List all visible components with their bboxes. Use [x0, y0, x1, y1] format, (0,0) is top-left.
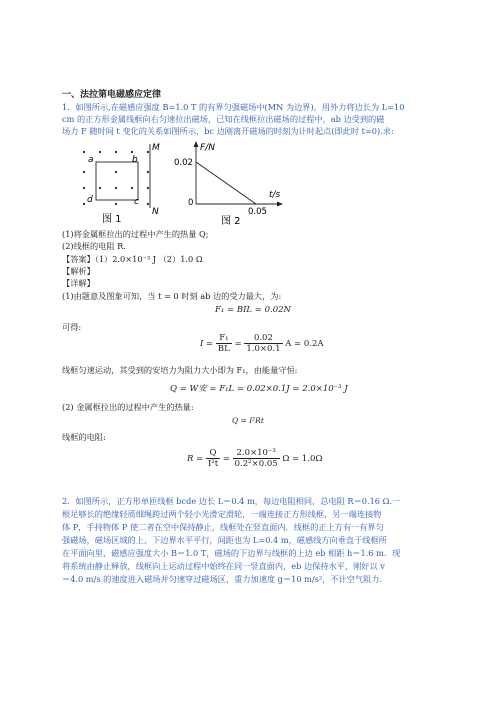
square-frame — [96, 162, 138, 200]
q1-line-1: 1．如图所示,在磁感应强度 B=1.0 T 的有界匀强磁场中(MN 为边界)，用外力将边长为 L=10 — [62, 102, 405, 112]
equation-4: Q = I²Rt — [232, 416, 264, 425]
q1-line-3: 场力 F 随时间 t 变化的关系如图所示，bc 边刚离开磁场的时刻为计时起点(即此时 t=0).求: — [62, 126, 394, 136]
figure-2-caption: 图 2 — [221, 216, 241, 227]
q1-solution-3: 线框匀速运动，其受到的安培力为阻力大小即为 F₁，由能量守恒: — [62, 365, 298, 375]
q1-answer: 【答案】（1）2.0×10⁻³ J （2）1.0 Ω — [62, 254, 203, 264]
label-b: b — [132, 155, 138, 165]
label-d: d — [87, 195, 93, 205]
q1-line-2: cm 的正方形金属线框向右匀速拉出磁场，已知在线框拉出磁场的过程中，ab 边受到的磁 — [62, 114, 385, 124]
y-axis-label: F/N — [200, 143, 215, 153]
q2-line-5: 在平面向里，磁感应强度大小 B＝1.0 T，磁场的下边界与线框的上边 eb 相距 h＝1.6 m．现 — [62, 548, 401, 558]
label-a: a — [88, 155, 94, 165]
label-c: c — [134, 197, 139, 207]
q2-line-7: ＝4.0 m/s 的速度进入磁场并匀速穿过磁场区，重力加速度 g＝10 m/s²，不计空气阻力. — [62, 574, 383, 584]
q1-solution-1: (1)由题意及图象可知，当 t = 0 时刻 ab 边的受力最大，为: — [62, 291, 282, 301]
q1-solution-4: (2) 金属框拉出的过程中产生的热量: — [62, 402, 194, 412]
label-m: M — [152, 143, 160, 153]
equation-3: Q = W安 = F₁L = 0.02×0.1J = 2.0×10⁻³ J — [170, 384, 348, 394]
x-axis-arrow — [277, 202, 283, 207]
q1-solution-2: 可得: — [62, 322, 82, 332]
q1-solution-5: 线框的电阻: — [62, 432, 106, 442]
y-tick-label: 0.02 — [174, 158, 193, 168]
origin-label: 0 — [188, 198, 194, 208]
q1-detail: 【详解】 — [62, 278, 95, 288]
force-line — [196, 162, 256, 204]
x-axis-label: t/s — [269, 190, 281, 200]
figure-2 — [172, 138, 287, 228]
q1-sub-2: (2)线框的电阻 R. — [62, 241, 126, 251]
equation-2: I = $\frac{\text{F₁}}{BL}$ = $\frac{0.02}{1.0\times 0.1}$ A = 0.2A — [200, 333, 324, 354]
q1-sub-1: (1)将金属框拉出的过程中产生的热量 Q; — [62, 229, 209, 239]
equation-5: R = $\frac{Q}{\text{I²t}}$ = $\frac{\text{2.0×10⁻³}}{\text{0.2²×0.05}}$ Ω = 1.0Ω — [187, 448, 323, 469]
figure-1 — [80, 140, 172, 226]
y-axis-arrow — [194, 141, 199, 147]
label-n: N — [152, 207, 159, 217]
x-tick-label: 0.05 — [248, 207, 267, 217]
q2-line-6: 将系统由静止释放，线框向上运动过程中始终在同一竖直面内，eb 边保持水平，刚好以 v — [62, 561, 385, 571]
figure-1-caption: 图 1 — [102, 214, 122, 225]
q1-analysis: 【解析】 — [62, 266, 95, 276]
section-title: 一、法拉第电磁感应定律 — [62, 90, 162, 100]
q2-line-1: 2．如图所示，正方形单匝线框 bcde 边长 L＝0.4 m，每边电阻相同，总电阻 R＝0.16 Ω.一 — [62, 496, 401, 506]
equation-1: F₁ = BIL = 0.02N — [215, 305, 291, 315]
q2-line-3: 体 P，手持物体 P 使二者在空中保持静止，线框处在竖直面内．线框的正上方有一有界匀 — [62, 522, 384, 532]
q2-line-2: 根足够长的绝缘轻质细绳跨过两个轻小光滑定滑轮，一端连接正方形线框，另一端连接物 — [62, 509, 382, 519]
q2-line-4: 强磁场，磁场区域的上、下边界水平平行，间距也为 L=0.4 m，磁感线方向垂直于线框所 — [62, 535, 387, 545]
